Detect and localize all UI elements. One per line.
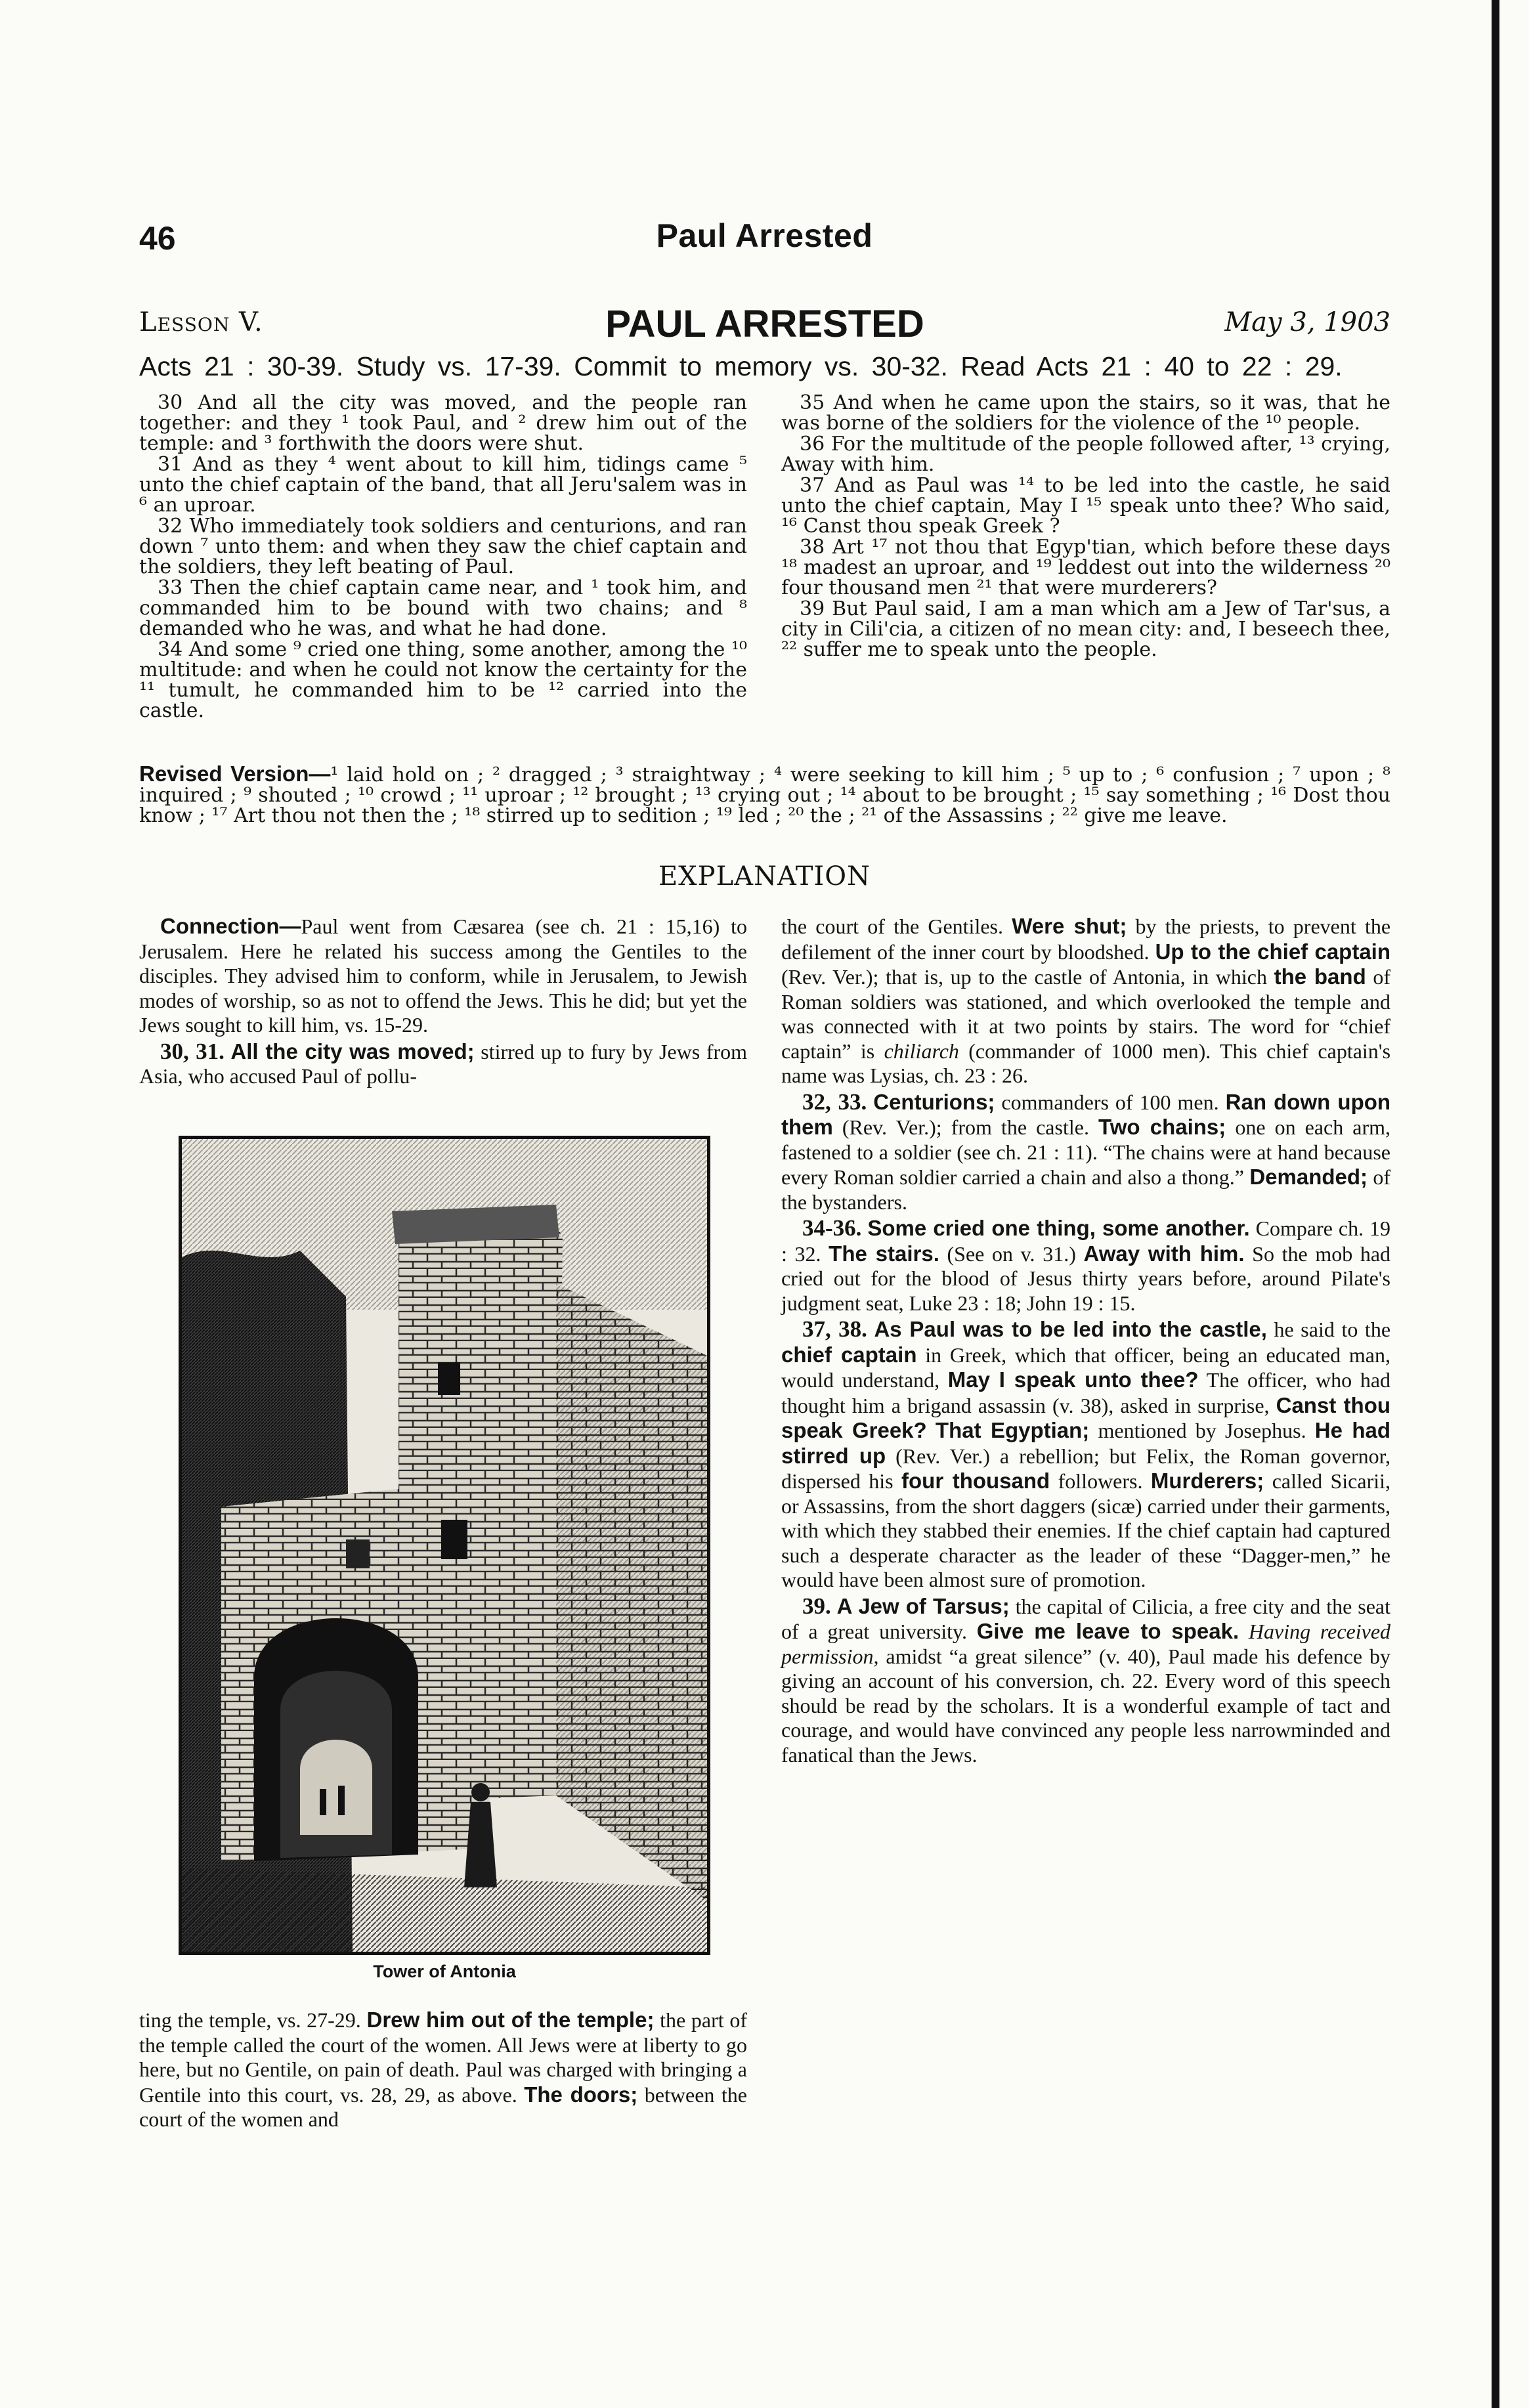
connection-paragraph: Connection—Paul went from Cæsarea (see ch. 21 : 15,16) to Jerusalem. Here he related his success among the Gentiles to the disciples. They advised him to conform, while in Jerusalem, to Jewish modes of worship, so as not to offend the Jews. This he did; but yet the Jews sought to kill him, vs. 15-29. bbox=[139, 914, 747, 1037]
verse-33: 33 Then the chief captain came near, and ¹ took him, and commanded him to be bound with two chains; and ⁸ demanded who he was, and what he had done. bbox=[139, 576, 747, 640]
running-head bbox=[0, 217, 1529, 269]
verses-32-33-paragraph: 32, 33. Centurions; commanders of 100 men. Ran down upon them (Rev. Ver.); from the castle. Two chains; one on each arm, fastened to a soldier (see ch. 21 : 11). “The chains were at hand because every Roman soldier carried a chain and also a thong.” Demanded; of the bystanders. bbox=[781, 1088, 1391, 1214]
explanation-heading: EXPLANATION bbox=[658, 861, 871, 892]
revised-version-label: Revised Version— bbox=[139, 762, 331, 786]
scan-margin-edge bbox=[1492, 0, 1499, 2408]
verses-34-36-paragraph: 34-36. Some cried one thing, some another. Compare ch. 19 : 32. The stairs. (See on v. 31.) Away with him. So the mob had cried out for the blood of Jesus thirty years before, around Pilate's judgment seat, Luke 23 : 18; John 19 : 15. bbox=[781, 1215, 1391, 1315]
verse-31: 31 And as they ⁴ went about to kill him, tidings came ⁵ unto the chief captain of the band, that all Jeru'salem was in ⁶ an uproar. bbox=[139, 453, 747, 517]
explanation-right-column bbox=[781, 914, 1390, 1769]
explanation-left-column-continued bbox=[139, 2008, 747, 2134]
explanation-left-column bbox=[139, 914, 747, 1090]
court-paragraph: the court of the Gentiles. Were shut; by the priests, to prevent the defilement of the inner court by bloodshed. Up to the chief captain (Rev. Ver.); that is, up to the castle of Antonia, in which the band of Roman soldiers was stationed, and which overlooked the temple and was connected with it at two points by stairs. The word for “chief captain” is chiliarch (commander of 1000 men). This chief captain's name was Lysias, ch. 23 : 26. bbox=[781, 914, 1391, 1087]
revised-version-text: ¹ laid hold on ; ² dragged ; ³ straightway ; ⁴ were seeking to kill him ; ⁵ up to ; ⁶ confusion ; ⁷ upon ; ⁸ inquired ; ⁹ shouted ; ¹⁰ crowd ; ¹¹ uproar ; ¹² brought ; ¹³ crying out ; ¹⁴ about to be brought ; ¹⁵ say something ; ¹⁶ Dost thou know ; ¹⁷ Art thou not then the ; ¹⁸ stirred up to sedition ; ¹⁹ led ; ²⁰ the ; ²¹ of the Assassins ; ²² give me leave. bbox=[139, 763, 1390, 827]
verses-37-38-paragraph: 37, 38. As Paul was to be led into the castle, he said to the chief captain in Greek, which that officer, being an educated man, would understand, May I speak unto thee? The officer, who had thought him a brigand assassin (v. 38), asked in surprise, Canst thou speak Greek? That Egyptian; mentioned by Josephus. He had stirred up (Rev. Ver.) a rebellion; but Felix, the Roman governor, dispersed his four thousand followers. Murderers; called Sicarii, or Assassins, from the short daggers (sicæ) carried under their garments, with which they stabbed their enemies. If the chief captain had captured such a desperate character as the leader of these “Dagger-men,” he would have been almost sure of promotion. bbox=[781, 1316, 1391, 1591]
verse-34: 34 And some ⁹ cried one thing, some another, among the ¹⁰ multitude: and when he could not know the certainty for the ¹¹ tumult, he commanded him to be ¹² carried into the castle. bbox=[139, 638, 747, 722]
scripture-references: Acts 21 : 30-39. Study vs. 17-39. Commit to memory vs. 30-32. Read Acts 21 : 40 to 22 : 29. bbox=[139, 351, 1343, 381]
lesson-title: PAUL ARRESTED bbox=[605, 303, 924, 345]
verse-35: 35 And when he came upon the stairs, so it was, that he was borne of the soldiers for the violence of the ¹⁰ people. bbox=[781, 391, 1390, 435]
verse-37: 37 And as Paul was ¹⁴ to be led into the castle, he said unto the chief captain, May I ¹⁵ speak unto thee? Who said, ¹⁶ Canst thou speak Greek ? bbox=[781, 474, 1390, 538]
figure-caption: Tower of Antonia bbox=[373, 1962, 516, 1981]
lesson-header bbox=[139, 302, 1390, 348]
scripture-verses-right bbox=[781, 393, 1390, 660]
lesson-label: Lesson V. bbox=[139, 307, 263, 337]
verse-36: 36 For the multitude of the people followed after, ¹³ crying, Away with him. bbox=[781, 433, 1390, 476]
running-title: Paul Arrested bbox=[656, 217, 873, 254]
temple-paragraph: ting the temple, vs. 27-29. Drew him out of the temple; the part of the temple called the court of the women. All Jews were at liberty to go here, but no Gentile, on pain of death. Paul was charged with bringing a Gentile into this court, vs. 28, 29, as above. The doors; between the court of the women and bbox=[139, 2008, 748, 2131]
page-number: 46 bbox=[139, 220, 176, 257]
tower-engraving bbox=[182, 1139, 707, 1952]
tower-of-antonia-illustration bbox=[179, 1136, 710, 1955]
verse-30: 30 And all the city was moved, and the people ran together: and they ¹ took Paul, and ² drew him out of the temple: and ³ forthwith the doors were shut. bbox=[139, 391, 747, 455]
connection-label: Connection— bbox=[160, 914, 301, 938]
verse-39: 39 But Paul said, I am a man which am a Jew of Tar'sus, a city in Cili'cia, a citizen of no mean city: and, I beseech thee, ²² suffer me to speak unto the people. bbox=[781, 597, 1390, 661]
scripture-verses-left bbox=[139, 393, 747, 721]
verse-39-paragraph: 39. A Jew of Tarsus; the capital of Cilicia, a free city and the seat of a great university. Give me leave to speak. Having received permission, amidst “a great silence” (v. 40), Paul made his defence by giving an account of his conversion, ch. 22. Every word of this speech should be read by the scholars. It is a wonderful example of tact and courage, and would have convinced any people less narrowminded and fanatical than the Jews. bbox=[781, 1593, 1391, 1767]
verses-30-31-paragraph: 30, 31. All the city was moved; stirred up to fury by Jews from Asia, who accused Paul of pollu- bbox=[139, 1038, 748, 1088]
verse-32: 32 Who immediately took soldiers and centurions, and ran down ⁷ unto them: and when they saw the chief captain and the soldiers, they left beating of Paul. bbox=[139, 515, 747, 578]
revised-version-notes bbox=[139, 763, 1390, 826]
lesson-date: May 3, 1903 bbox=[1224, 307, 1390, 337]
verse-38: 38 Art ¹⁷ not thou that Egyp'tian, which before these days ¹⁸ madest an uproar, and ¹⁹ leddest out into the wilderness ²⁰ four thousand men ²¹ that were murderers? bbox=[781, 536, 1390, 599]
